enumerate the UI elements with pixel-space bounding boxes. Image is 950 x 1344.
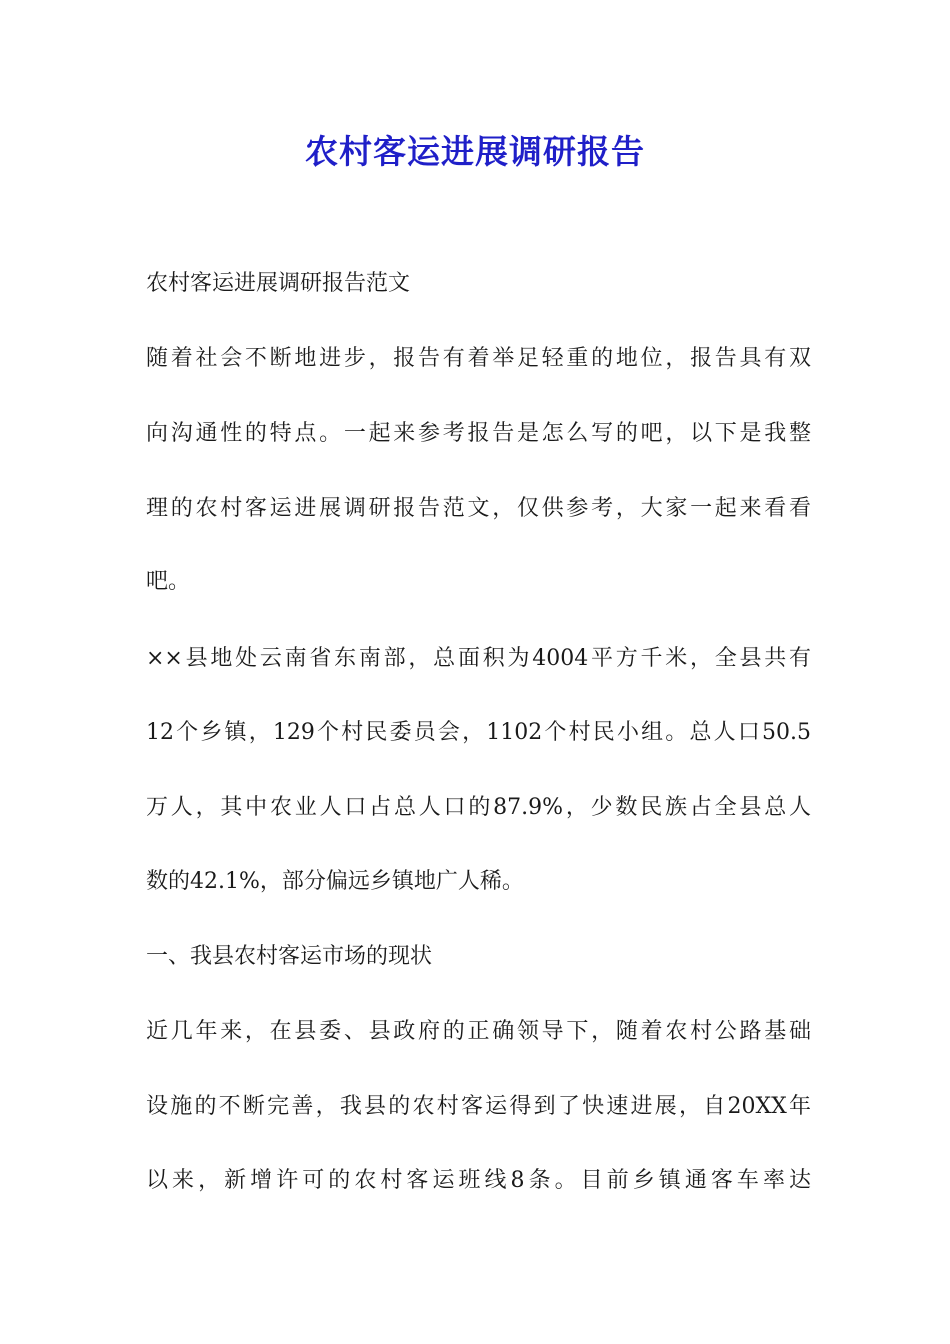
paragraph-line: 向沟通性的特点。一起来参考报告是怎么写的吧，以下是我整	[146, 421, 811, 446]
paragraph-line: 设施的不断完善，我县的农村客运得到了快速进展，自20XX年	[146, 1094, 811, 1119]
paragraph-line: ××县地处云南省东南部，总面积为4004平方千米，全县共有	[146, 646, 811, 671]
section-heading: 一、我县农村客运市场的现状	[146, 944, 433, 969]
paragraph-line: 理的农村客运进展调研报告范文，仅供参考，大家一起来看看	[146, 496, 811, 521]
paragraph-line: 吧。	[146, 569, 191, 594]
document-title: 农村客运进展调研报告	[305, 132, 645, 171]
paragraph-line: 万人，其中农业人口占总人口的87.9%，少数民族占全县总人	[146, 795, 811, 820]
subtitle-line: 农村客运进展调研报告范文	[146, 271, 411, 296]
paragraph-line: 数的42.1%，部分偏远乡镇地广人稀。	[146, 869, 524, 894]
paragraph-line: 随着社会不断地进步，报告有着举足轻重的地位，报告具有双	[146, 346, 811, 371]
paragraph-line: 以来，新增许可的农村客运班线8条。目前乡镇通客车率达	[146, 1168, 811, 1193]
paragraph-line: 12个乡镇，129个村民委员会，1102个村民小组。总人口50.5	[146, 720, 811, 745]
paragraph-line: 近几年来，在县委、县政府的正确领导下，随着农村公路基础	[146, 1019, 811, 1044]
